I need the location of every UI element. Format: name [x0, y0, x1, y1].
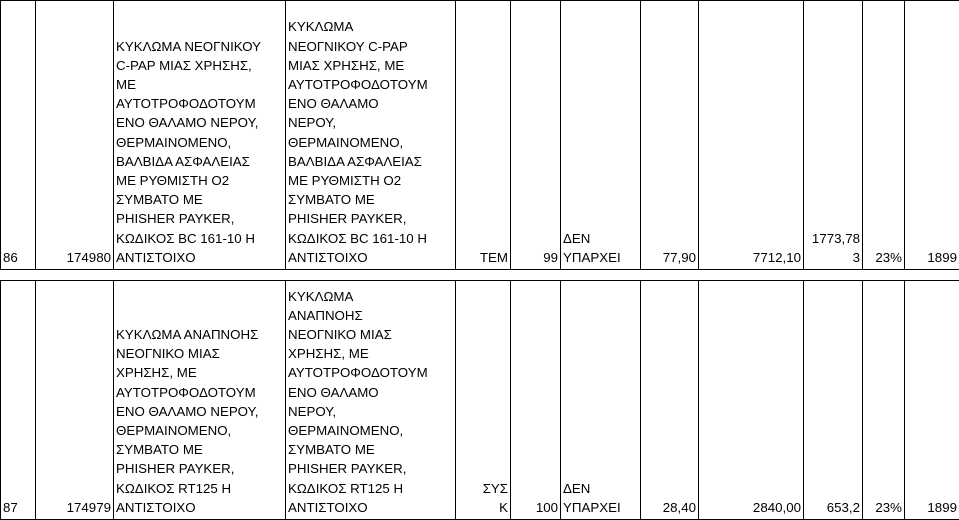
item-description: ΚΥΚΛΩΜΑ ΑΝΑΠΝΟΗΣ ΝΕΟΓΝΙΚΟ ΜΙΑΣ ΧΡΗΣΗΣ, ΜΕ ΑΥΤΟΤΡΟΦΟΔΟΤΟΥΜ ΕΝΟ ΘΑΛΑΜΟ ΝΕΡΟΥ, ΘΕΡΜΑΙΝΟΜΕΝΟ, ΣΥΜΒΑΤΟ ΜΕ PHISHER PAYKER, ΚΩΔΙΚΟΣ RT125 Η ΑΝΤΙΣΤΟΙΧΟ	[114, 281, 286, 520]
unit-price: 28,40	[641, 281, 699, 520]
offered-description: ΚΥΚΛΩΜΑ ΝΕΟΓΝΙΚΟΥ C-PAP ΜΙΑΣ ΧΡΗΣΗΣ, ΜΕ ΑΥΤΟΤΡΟΦΟΔΟΤΟΥΜ ΕΝΟ ΘΑΛΑΜΟ ΝΕΡΟΥ, ΘΕΡΜΑΙΝΟΜΕΝΟ, ΒΑΛΒΙΔΑ ΑΣΦΑΛΕΙΑΣ ΜΕ ΡΥΘΜΙΣΤΗ Ο2 ΣΥΜΒΑΤΟ ΜΕ PHISHER PAYKER, ΚΩΔΙΚΟΣ BC 161-10 Η ΑΝΤΙΣΤΟΙΧΟ	[286, 1, 456, 270]
status: ΔΕΝ ΥΠΑΡΧΕΙ	[561, 1, 641, 270]
item-code: 174979	[36, 281, 114, 520]
category-code: 1899	[905, 1, 959, 270]
unit-price: 77,90	[641, 1, 699, 270]
row-number: 86	[1, 1, 36, 270]
quantity: 100	[511, 281, 561, 520]
category-code: 1899	[905, 281, 959, 520]
row-number: 87	[1, 281, 36, 520]
row-gap	[1, 270, 959, 281]
vat-rate: 23%	[863, 1, 905, 270]
quantity: 99	[511, 1, 561, 270]
total-value: 7712,10	[699, 1, 804, 270]
item-code: 174980	[36, 1, 114, 270]
vat-amount: 1773,783	[804, 1, 863, 270]
vat-rate: 23%	[863, 281, 905, 520]
total-value: 2840,00	[699, 281, 804, 520]
gap-cell	[1, 270, 959, 281]
table-row	[1, 281, 959, 520]
item-description: ΚΥΚΛΩΜΑ ΝΕΟΓΝΙΚΟΥ C-PAP ΜΙΑΣ ΧΡΗΣΗΣ, ΜΕ ΑΥΤΟΤΡΟΦΟΔΟΤΟΥΜ ΕΝΟ ΘΑΛΑΜΟ ΝΕΡΟΥ, ΘΕΡΜΑΙΝΟΜΕΝΟ, ΒΑΛΒΙΔΑ ΑΣΦΑΛΕΙΑΣ ΜΕ ΡΥΘΜΙΣΤΗ Ο2 ΣΥΜΒΑΤΟ ΜΕ PHISHER PAYKER, ΚΩΔΙΚΟΣ BC 161-10 Η ΑΝΤΙΣΤΟΙΧΟ	[114, 1, 286, 270]
unit: ΤΕΜ	[456, 1, 511, 270]
table-row	[1, 1, 959, 270]
status: ΔΕΝ ΥΠΑΡΧΕΙ	[561, 281, 641, 520]
offered-description: ΚΥΚΛΩΜΑ ΑΝΑΠΝΟΗΣ ΝΕΟΓΝΙΚΟ ΜΙΑΣ ΧΡΗΣΗΣ, ΜΕ ΑΥΤΟΤΡΟΦΟΔΟΤΟΥΜ ΕΝΟ ΘΑΛΑΜΟ ΝΕΡΟΥ, ΘΕΡΜΑΙΝΟΜΕΝΟ, ΣΥΜΒΑΤΟ ΜΕ PHISHER PAYKER, ΚΩΔΙΚΟΣ RT125 Η ΑΝΤΙΣΤΟΙΧΟ	[286, 281, 456, 520]
vat-amount: 653,2	[804, 281, 863, 520]
unit: ΣΥΣ Κ	[456, 281, 511, 520]
